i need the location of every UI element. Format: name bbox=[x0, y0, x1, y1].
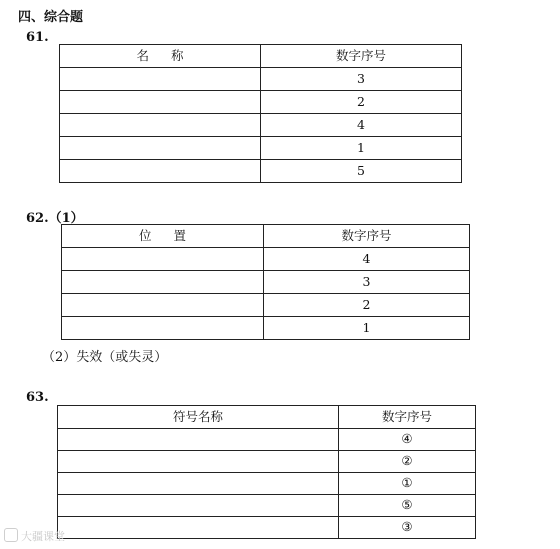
number-cell: 5 bbox=[261, 160, 462, 183]
col-header-number: 数字序号 bbox=[264, 225, 470, 248]
number-cell: 1 bbox=[264, 317, 470, 340]
symbol-name-cell bbox=[58, 429, 339, 451]
table-row bbox=[62, 271, 470, 294]
number-cell: ① bbox=[339, 473, 476, 495]
q63-number: 63. bbox=[26, 390, 49, 405]
table-row bbox=[60, 114, 462, 137]
number-cell: 2 bbox=[264, 294, 470, 317]
name-cell bbox=[60, 91, 261, 114]
table-row bbox=[60, 68, 462, 91]
table-row bbox=[62, 248, 470, 271]
table-header-row bbox=[60, 45, 462, 68]
table-row bbox=[58, 517, 476, 539]
table-row bbox=[58, 451, 476, 473]
q62-part2-answer: （2）失效（或失灵） bbox=[42, 350, 168, 365]
number-cell: 3 bbox=[261, 68, 462, 91]
symbol-name-cell bbox=[58, 473, 339, 495]
col-header-position: 位置 bbox=[62, 225, 264, 248]
symbol-name-cell bbox=[58, 451, 339, 473]
q61-table bbox=[59, 44, 462, 183]
q63-table bbox=[57, 405, 476, 539]
symbol-name-cell bbox=[58, 517, 339, 539]
position-cell bbox=[62, 317, 264, 340]
number-cell: 2 bbox=[261, 91, 462, 114]
table-row bbox=[62, 317, 470, 340]
name-cell bbox=[60, 68, 261, 91]
col-header-number: 数字序号 bbox=[261, 45, 462, 68]
number-cell: 4 bbox=[261, 114, 462, 137]
number-cell: ④ bbox=[339, 429, 476, 451]
number-cell: 3 bbox=[264, 271, 470, 294]
number-cell: 1 bbox=[261, 137, 462, 160]
number-cell: 4 bbox=[264, 248, 470, 271]
col-header-name: 名称 bbox=[60, 45, 261, 68]
table-row bbox=[58, 429, 476, 451]
watermark-text: 大疆课堂 bbox=[21, 530, 65, 543]
position-cell bbox=[62, 294, 264, 317]
name-cell bbox=[60, 114, 261, 137]
number-cell: ⑤ bbox=[339, 495, 476, 517]
table-row bbox=[58, 473, 476, 495]
table-header-row bbox=[58, 406, 476, 429]
table-row bbox=[58, 495, 476, 517]
symbol-name-cell bbox=[58, 495, 339, 517]
col-header-number: 数字序号 bbox=[339, 406, 476, 429]
table-row bbox=[60, 137, 462, 160]
number-cell: ③ bbox=[339, 517, 476, 539]
q62-number: 62.（1） bbox=[26, 211, 84, 226]
table-row bbox=[62, 294, 470, 317]
position-cell bbox=[62, 271, 264, 294]
number-cell: ② bbox=[339, 451, 476, 473]
table-row bbox=[60, 160, 462, 183]
logo-icon bbox=[4, 528, 18, 542]
section-heading: 四、综合题 bbox=[18, 10, 84, 25]
col-header-symbol-name: 符号名称 bbox=[58, 406, 339, 429]
name-cell bbox=[60, 160, 261, 183]
position-cell bbox=[62, 248, 264, 271]
watermark bbox=[4, 528, 65, 544]
name-cell bbox=[60, 137, 261, 160]
table-header-row bbox=[62, 225, 470, 248]
q62-table bbox=[61, 224, 470, 340]
q61-number: 61. bbox=[26, 30, 49, 45]
table-row bbox=[60, 91, 462, 114]
